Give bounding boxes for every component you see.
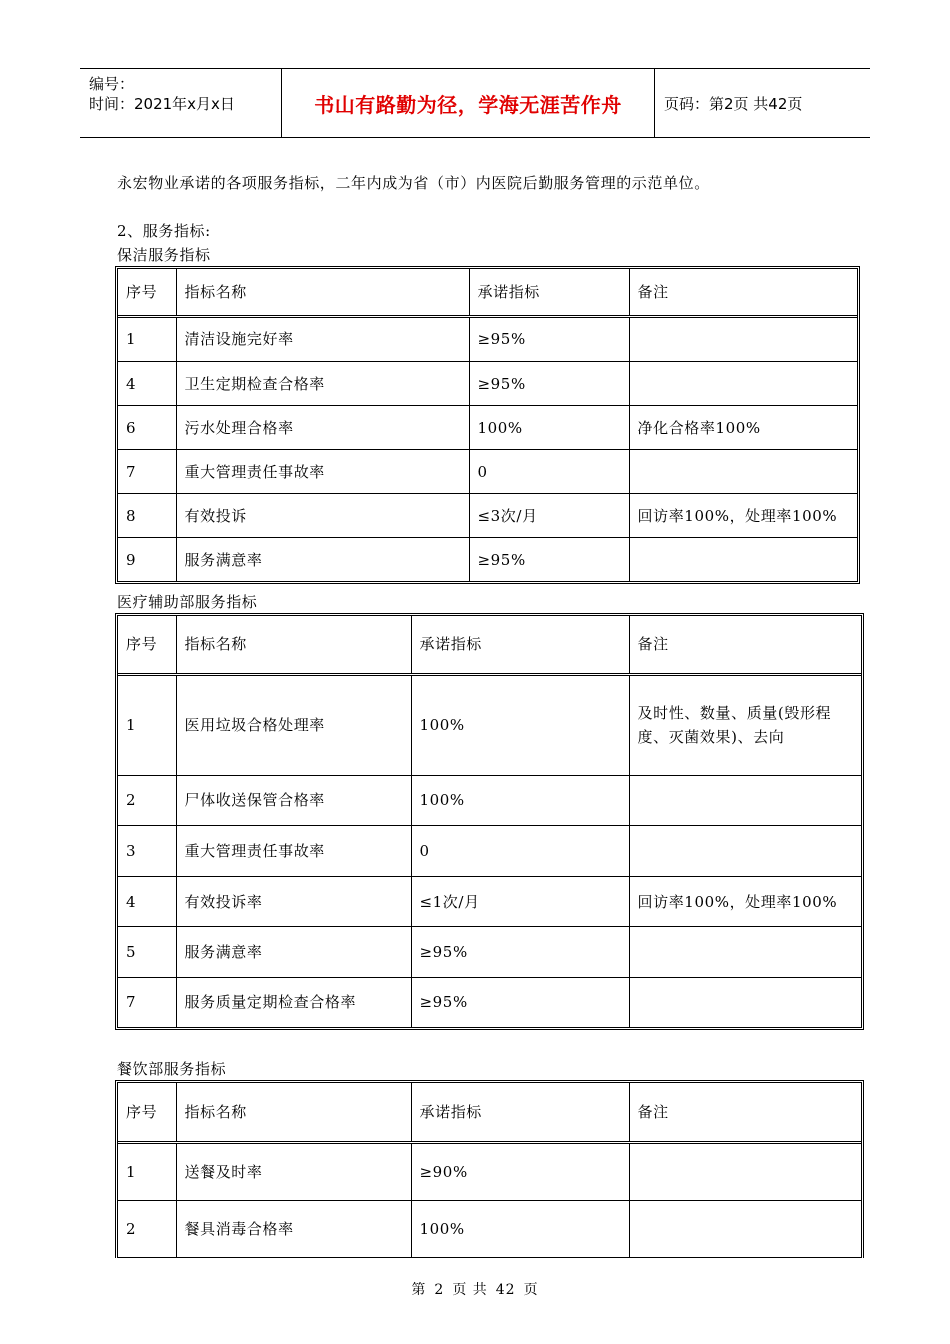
cell-name: 服务满意率	[176, 927, 411, 978]
table-row	[118, 1142, 861, 1201]
cell-index: 4	[118, 876, 176, 927]
footer-suffix: 页	[523, 1282, 539, 1298]
header-cell: 序号	[118, 616, 176, 674]
cell-name: 医用垃圾合格处理率	[176, 674, 411, 775]
header-cell: 序号	[118, 1083, 176, 1142]
cell-target: 0	[469, 450, 629, 494]
cell-name: 有效投诉率	[176, 876, 411, 927]
cell-note	[629, 1142, 861, 1201]
cell-note	[629, 775, 861, 826]
cell-index: 7	[118, 977, 176, 1027]
cell-name: 服务满意率	[176, 538, 469, 581]
cell-note	[629, 927, 861, 978]
cell-note	[629, 977, 861, 1027]
cell-target: ≥95%	[469, 316, 629, 362]
header-cell: 承诺指标	[411, 1083, 629, 1142]
table-header-row	[118, 616, 861, 674]
page-footer	[0, 1279, 950, 1299]
header-motto: 书山有路勤为径，学海无涯苦作舟	[314, 92, 622, 117]
cleaning-indicators-table	[115, 266, 860, 584]
cell-index: 7	[118, 450, 176, 494]
cell-note: 净化合格率100%	[629, 406, 857, 450]
table-header-row	[118, 1083, 861, 1142]
header-page-cell	[654, 69, 870, 137]
cell-index: 6	[118, 406, 176, 450]
header-cell: 备注	[629, 616, 861, 674]
table-row	[118, 775, 861, 826]
footer-prefix: 第	[411, 1282, 427, 1298]
cell-target: 0	[411, 826, 629, 877]
table-caption-catering: 餐饮部服务指标	[117, 1060, 227, 1078]
cell-index: 5	[118, 927, 176, 978]
table-row	[118, 362, 857, 406]
table-row	[118, 494, 857, 538]
doc-code-label: 编号：	[89, 75, 135, 93]
header-cell: 指标名称	[176, 269, 469, 316]
header-cell: 备注	[629, 1083, 861, 1142]
cell-index: 1	[118, 674, 176, 775]
table-row	[118, 406, 857, 450]
footer-page-number: 2	[434, 1282, 445, 1298]
cell-target: ≥95%	[469, 362, 629, 406]
cell-note	[629, 362, 857, 406]
cell-index: 2	[118, 1201, 176, 1258]
cell-name: 服务质量定期检查合格率	[176, 977, 411, 1027]
cell-target: 100%	[411, 1201, 629, 1258]
header-cell: 承诺指标	[411, 616, 629, 674]
table-row	[118, 876, 861, 927]
cell-note	[629, 450, 857, 494]
table-row	[118, 977, 861, 1027]
cell-index: 1	[118, 316, 176, 362]
footer-mid: 页 共	[452, 1282, 488, 1298]
cell-name: 清洁设施完好率	[176, 316, 469, 362]
table-caption-medical: 医疗辅助部服务指标	[117, 593, 258, 611]
cell-name: 重大管理责任事故率	[176, 450, 469, 494]
cell-name: 污水处理合格率	[176, 406, 469, 450]
cell-name: 送餐及时率	[176, 1142, 411, 1201]
cell-note	[629, 538, 857, 581]
medical-support-indicators-table	[115, 613, 864, 1030]
header-cell: 备注	[629, 269, 857, 316]
cell-index: 4	[118, 362, 176, 406]
cell-target: 100%	[469, 406, 629, 450]
cell-name: 尸体收送保管合格率	[176, 775, 411, 826]
table-row	[118, 538, 857, 581]
page-header	[80, 68, 870, 138]
table-row	[118, 1201, 861, 1258]
table-row	[118, 450, 857, 494]
cell-note: 回访率100%，处理率100%	[629, 494, 857, 538]
cell-target: ≤1次/月	[411, 876, 629, 927]
table-row	[118, 674, 861, 775]
header-cell: 指标名称	[176, 616, 411, 674]
cell-index: 1	[118, 1142, 176, 1201]
doc-time-label: 时间：2021年x月x日	[89, 95, 235, 113]
cell-target: ≥95%	[411, 977, 629, 1027]
header-motto-cell	[281, 69, 655, 137]
table-header-row	[118, 269, 857, 316]
table-row	[118, 826, 861, 877]
header-cell: 承诺指标	[469, 269, 629, 316]
cell-note	[629, 1201, 861, 1258]
cell-target: ≥95%	[411, 927, 629, 978]
cell-name: 有效投诉	[176, 494, 469, 538]
cell-note	[629, 826, 861, 877]
cell-index: 2	[118, 775, 176, 826]
table-caption-cleaning: 保洁服务指标	[117, 246, 211, 264]
cell-note	[629, 316, 857, 362]
section-title: 2、服务指标:	[117, 222, 211, 240]
intro-paragraph: 永宏物业承诺的各项服务指标，二年内成为省（市）内医院后勤服务管理的示范单位。	[117, 174, 710, 192]
cell-target: ≥95%	[469, 538, 629, 581]
cell-target: 100%	[411, 674, 629, 775]
cell-note: 回访率100%，处理率100%	[629, 876, 861, 927]
table-row	[118, 927, 861, 978]
header-cell: 序号	[118, 269, 176, 316]
cell-note: 及时性、数量、质量(毁形程度、灭菌效果)、去向	[629, 674, 861, 775]
header-page-info: 页码：第2页 共42页	[664, 94, 803, 113]
cell-index: 8	[118, 494, 176, 538]
header-meta	[80, 69, 280, 137]
catering-indicators-table	[115, 1080, 864, 1258]
cell-target: 100%	[411, 775, 629, 826]
cell-name: 重大管理责任事故率	[176, 826, 411, 877]
cell-target: ≤3次/月	[469, 494, 629, 538]
header-cell: 指标名称	[176, 1083, 411, 1142]
cell-name: 餐具消毒合格率	[176, 1201, 411, 1258]
cell-target: ≥90%	[411, 1142, 629, 1201]
cell-index: 9	[118, 538, 176, 581]
footer-total-pages: 42	[495, 1282, 516, 1298]
table-row	[118, 316, 857, 362]
cell-index: 3	[118, 826, 176, 877]
cell-name: 卫生定期检查合格率	[176, 362, 469, 406]
